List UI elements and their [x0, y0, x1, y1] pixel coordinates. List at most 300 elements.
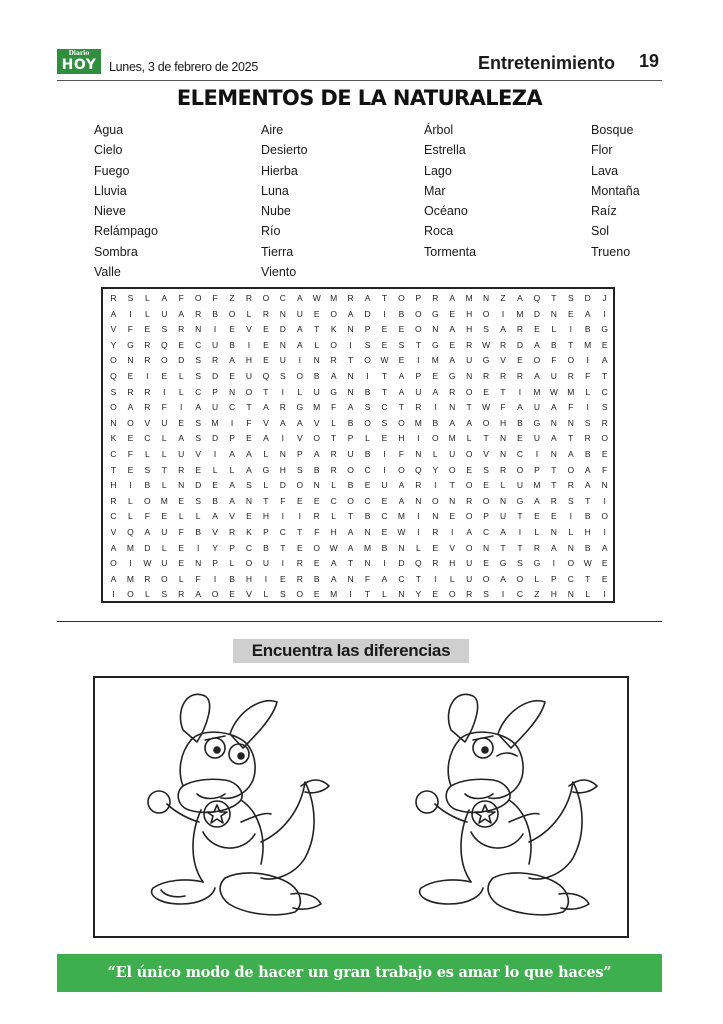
grid-letter: L	[144, 449, 150, 459]
grid-letter: T	[585, 573, 591, 584]
grid-letter: N	[279, 339, 286, 350]
grid-letter: I	[383, 449, 386, 459]
cartoon-kangaroo-left-image	[105, 682, 355, 932]
grid-letter: V	[246, 589, 252, 600]
grid-letter: L	[161, 433, 167, 444]
grid-letter: H	[245, 355, 253, 366]
word-item: Mar	[424, 183, 446, 198]
grid-letter: L	[229, 558, 235, 569]
grid-letter: L	[568, 527, 574, 537]
grid-letter: T	[331, 433, 337, 444]
grid-letter: O	[516, 573, 524, 584]
grid-letter: O	[415, 324, 422, 335]
grid-letter: R	[330, 355, 337, 366]
word-item: Lava	[591, 163, 619, 178]
grid-letter: E	[229, 589, 235, 600]
grid-letter: E	[127, 433, 134, 444]
grid-letter: C	[330, 495, 337, 506]
grid-letter: T	[398, 402, 404, 413]
grid-letter: I	[146, 371, 149, 381]
grid-letter: T	[602, 371, 608, 381]
grid-letter: E	[144, 324, 151, 335]
grid-letter: O	[516, 464, 524, 475]
grid-letter: O	[194, 293, 202, 303]
grid-letter: E	[381, 433, 388, 444]
grid-letter: U	[313, 386, 320, 397]
grid-letter: D	[178, 355, 185, 366]
grid-letter: O	[415, 308, 422, 319]
grid-letter: U	[499, 511, 507, 522]
grid-letter: Z	[500, 293, 506, 303]
grid-letter: O	[313, 542, 321, 553]
grid-letter: H	[262, 511, 269, 522]
grid-letter: S	[398, 339, 405, 350]
grid-letter: L	[551, 324, 557, 335]
grid-letter: I	[213, 324, 217, 335]
grid-letter: M	[211, 417, 219, 428]
grid-row	[105, 369, 613, 385]
grid-letter: N	[347, 386, 354, 397]
grid-letter: C	[567, 573, 574, 584]
grid-letter: E	[313, 589, 320, 600]
grid-letter: B	[263, 542, 269, 553]
grid-letter: T	[551, 293, 557, 303]
grid-letter: R	[449, 386, 456, 397]
grid-row	[105, 509, 613, 525]
grid-letter: R	[110, 495, 117, 506]
grid-letter: D	[195, 480, 202, 491]
grid-letter: B	[364, 449, 371, 459]
grid-letter: A	[601, 542, 608, 553]
grid-letter: S	[161, 324, 168, 335]
grid-letter: T	[246, 402, 252, 413]
grid-letter: H	[584, 527, 591, 537]
grid-letter: E	[601, 573, 608, 584]
grid-letter: B	[584, 511, 591, 522]
grid-letter: V	[246, 324, 252, 335]
grid-letter: S	[364, 339, 371, 350]
grid-letter: S	[381, 417, 388, 428]
grid-letter: I	[535, 449, 539, 459]
grid-letter: T	[500, 542, 506, 553]
grid-letter: H	[499, 417, 507, 428]
grid-row	[105, 400, 613, 416]
grid-letter: G	[499, 558, 507, 569]
word-item: Viento	[261, 265, 297, 280]
grid-letter: M	[397, 511, 405, 522]
grid-letter: R	[330, 449, 337, 459]
grid-letter: R	[466, 339, 473, 350]
grid-letter: S	[601, 402, 608, 413]
grid-letter: I	[180, 402, 183, 413]
grid-letter: B	[347, 480, 354, 491]
grid-letter: I	[281, 386, 285, 397]
grid-letter: A	[330, 573, 337, 584]
grid-letter: I	[298, 511, 301, 522]
grid-letter: U	[262, 558, 269, 569]
grid-letter: P	[534, 464, 540, 475]
grid-row	[105, 353, 613, 369]
grid-letter: E	[296, 495, 303, 506]
grid-letter: N	[347, 371, 354, 381]
grid-letter: R	[245, 293, 253, 303]
grid-letter: E	[161, 371, 168, 381]
grid-letter: A	[229, 495, 235, 506]
grid-letter: I	[518, 527, 522, 537]
grid-letter: O	[482, 573, 490, 584]
grid-letter: L	[365, 433, 370, 444]
grid-letter: B	[398, 308, 405, 319]
grid-letter: E	[381, 527, 388, 537]
grid-letter: E	[483, 386, 489, 397]
grid-letter: C	[364, 495, 371, 506]
grid-letter: D	[584, 293, 591, 303]
grid-letter: T	[347, 558, 354, 569]
grid-letter: U	[466, 573, 473, 584]
grid-row	[105, 291, 613, 307]
grid-letter: P	[364, 324, 371, 335]
grid-letter: E	[178, 542, 185, 553]
grid-letter: E	[517, 433, 523, 444]
grid-letter: R	[415, 402, 422, 413]
grid-row	[105, 556, 613, 572]
grid-letter: E	[364, 480, 371, 491]
grid-letter: F	[195, 573, 201, 584]
grid-letter: N	[195, 558, 202, 569]
grid-letter: G	[431, 339, 439, 350]
grid-letter: R	[110, 293, 117, 303]
grid-letter: O	[465, 542, 473, 553]
header-divider	[57, 80, 662, 81]
grid-letter: O	[567, 558, 575, 569]
grid-letter: E	[127, 464, 134, 475]
grid-letter: L	[178, 386, 184, 397]
grid-letter: A	[517, 402, 523, 413]
grid-letter: A	[398, 386, 405, 397]
grid-row	[105, 447, 613, 463]
grid-letter: E	[567, 308, 574, 319]
word-item: Estrella	[424, 143, 466, 158]
grid-letter: U	[466, 558, 473, 569]
grid-letter: A	[347, 527, 354, 537]
grid-letter: O	[313, 433, 321, 444]
grid-letter: R	[347, 293, 354, 303]
grid-letter: T	[449, 480, 455, 491]
grid-letter: O	[347, 495, 354, 506]
grid-letter: E	[432, 371, 439, 381]
grid-letter: C	[381, 402, 388, 413]
grid-letter: B	[313, 371, 320, 381]
grid-letter: E	[229, 324, 235, 335]
grid-letter: O	[127, 417, 134, 428]
grid-letter: C	[601, 386, 608, 397]
grid-letter: O	[398, 293, 405, 303]
grid-letter: G	[533, 558, 541, 569]
grid-letter: A	[229, 355, 235, 366]
grid-letter: L	[161, 480, 167, 491]
grid-letter: I	[417, 355, 420, 366]
grid-letter: C	[144, 433, 151, 444]
grid-letter: A	[517, 293, 523, 303]
grid-letter: G	[431, 308, 439, 319]
grid-letter: V	[483, 449, 489, 459]
grid-letter: B	[195, 527, 201, 537]
grid-letter: I	[298, 355, 301, 366]
grid-letter: L	[195, 511, 201, 522]
grid-letter: R	[144, 355, 151, 366]
grid-letter: A	[500, 324, 506, 335]
grid-letter: T	[110, 464, 117, 475]
grid-letter: T	[381, 386, 388, 397]
grid-letter: O	[364, 355, 371, 366]
grid-letter: L	[297, 386, 303, 397]
grid-letter: R	[330, 464, 337, 475]
grid-letter: I	[366, 371, 369, 381]
grid-letter: I	[586, 355, 589, 366]
grid-letter: O	[601, 433, 608, 444]
grid-letter: S	[296, 464, 303, 475]
grid-letter: F	[551, 355, 557, 366]
grid-letter: W	[482, 339, 491, 350]
grid-letter: E	[432, 542, 439, 553]
grid-letter: P	[229, 542, 235, 553]
grid-letter: D	[279, 324, 286, 335]
grid-letter: S	[110, 386, 117, 397]
grid-letter: I	[603, 308, 606, 319]
grid-letter: R	[516, 324, 524, 335]
grid-letter: W	[329, 542, 338, 553]
grid-letter: N	[127, 355, 134, 366]
word-item: Lago	[424, 163, 452, 178]
grid-letter: I	[129, 558, 132, 569]
grid-letter: P	[415, 293, 422, 303]
grid-letter: L	[415, 542, 421, 553]
section-title: Entretenimiento	[478, 53, 616, 73]
grid-letter: A	[534, 371, 540, 381]
grid-letter: N	[415, 495, 422, 506]
word-column	[94, 120, 158, 282]
grid-letter: T	[381, 371, 388, 381]
grid-letter: E	[381, 324, 388, 335]
grid-letter: I	[349, 589, 352, 600]
grid-letter: W	[397, 527, 406, 537]
grid-letter: O	[482, 495, 490, 506]
grid-letter: I	[163, 386, 166, 397]
grid-letter: F	[364, 573, 371, 584]
grid-letter: A	[364, 293, 371, 303]
grid-letter: O	[262, 293, 270, 303]
grid-letter: L	[382, 589, 387, 600]
grid-letter: I	[434, 480, 437, 491]
grid-letter: L	[534, 527, 540, 537]
grid-letter: D	[533, 308, 540, 319]
grid-letter: F	[568, 402, 574, 413]
grid-letter: I	[213, 449, 217, 459]
grid-letter: A	[466, 527, 472, 537]
grid-letter: L	[331, 480, 337, 491]
grid-letter: N	[550, 527, 557, 537]
grid-letter: N	[432, 324, 439, 335]
grid-letter: S	[483, 589, 489, 600]
grid-letter: S	[584, 417, 591, 428]
grid-letter: D	[516, 339, 524, 350]
grid-letter: N	[364, 558, 371, 569]
word-item: Trueno	[591, 244, 631, 259]
grid-letter: A	[584, 464, 591, 475]
grid-letter: E	[449, 511, 456, 522]
grid-letter: I	[230, 417, 234, 428]
grid-letter: E	[449, 339, 456, 350]
grid-letter: R	[466, 495, 473, 506]
grid-letter: L	[466, 433, 472, 444]
grid-letter: A	[296, 293, 303, 303]
grid-letter: G	[448, 371, 456, 381]
grid-letter: L	[212, 464, 218, 475]
grid-letter: O	[465, 449, 473, 459]
grid-letter: O	[567, 464, 575, 475]
grid-letter: R	[212, 355, 219, 366]
grid-letter: F	[127, 324, 133, 335]
grid-letter: A	[313, 449, 320, 459]
grid-letter: P	[212, 558, 218, 569]
grid-letter: U	[466, 355, 473, 366]
word-item: Árbol	[424, 123, 454, 137]
grid-letter: N	[550, 449, 557, 459]
grid-letter: E	[246, 433, 252, 444]
grid-letter: E	[398, 355, 405, 366]
grid-letter: V	[449, 542, 456, 553]
grid-letter: H	[466, 308, 473, 319]
grid-letter: R	[178, 464, 185, 475]
grid-row	[105, 338, 613, 354]
grid-letter: N	[110, 417, 117, 428]
grid-letter: N	[567, 417, 574, 428]
grid-letter: C	[381, 511, 388, 522]
grid-letter: U	[516, 480, 524, 491]
grid-letter: E	[195, 464, 201, 475]
grid-letter: F	[161, 402, 167, 413]
grid-letter: A	[296, 324, 303, 335]
grid-letter: V	[296, 433, 303, 444]
grid-letter: E	[280, 573, 286, 584]
grid-letter: R	[432, 527, 439, 537]
grid-letter: B	[584, 542, 591, 553]
grid-letter: P	[229, 433, 235, 444]
grid-letter: B	[432, 417, 439, 428]
grid-letter: S	[364, 402, 371, 413]
grid-letter: F	[585, 371, 591, 381]
grid-letter: N	[178, 480, 185, 491]
grid-letter: O	[533, 355, 541, 366]
grid-letter: C	[228, 402, 236, 413]
grid-letter: D	[398, 558, 405, 569]
grid-letter: M	[567, 386, 575, 397]
grid-letter: S	[567, 495, 574, 506]
grid-letter: L	[144, 589, 150, 600]
grid-letter: V	[229, 511, 235, 522]
grid-letter: T	[415, 573, 421, 584]
grid-letter: Q	[110, 371, 117, 381]
grid-letter: I	[417, 511, 420, 522]
grid-letter: E	[313, 558, 320, 569]
grid-letter: H	[110, 480, 117, 491]
grid-letter: E	[229, 371, 235, 381]
grid-letter: F	[331, 402, 337, 413]
grid-letter: N	[228, 386, 236, 397]
grid-letter: L	[128, 511, 133, 522]
grid-letter: G	[330, 386, 337, 397]
grid-letter: R	[313, 511, 320, 522]
grid-letter: N	[483, 293, 490, 303]
grid-letter: E	[263, 324, 269, 335]
grid-letter: A	[449, 355, 456, 366]
quote-banner: “El único modo de hacer un gran trabajo es amar lo que haces”	[57, 954, 662, 992]
grid-letter: I	[129, 308, 132, 319]
grid-letter: O	[211, 589, 219, 600]
grid-letter: U	[161, 558, 168, 569]
grid-letter: A	[296, 417, 303, 428]
grid-letter: A	[347, 542, 354, 553]
grid-letter: B	[229, 573, 235, 584]
grid-letter: A	[347, 308, 354, 319]
grid-letter: B	[381, 542, 388, 553]
grid-letter: T	[517, 542, 523, 553]
word-item: Luna	[261, 183, 289, 198]
grid-letter: I	[417, 527, 420, 537]
grid-letter: O	[296, 480, 304, 491]
grid-letter: E	[381, 339, 388, 350]
grid-letter: B	[212, 495, 218, 506]
grid-letter: L	[144, 293, 150, 303]
grid-letter: R	[228, 527, 236, 537]
grid-letter: U	[279, 355, 286, 366]
grid-letter: S	[195, 355, 201, 366]
logo-small-text: Diario	[68, 50, 90, 57]
grid-letter: F	[314, 527, 320, 537]
grid-letter: I	[383, 464, 386, 475]
grid-letter: A	[195, 589, 201, 600]
grid-letter: T	[466, 402, 472, 413]
grid-letter: T	[381, 293, 388, 303]
grid-letter: O	[110, 355, 117, 366]
grid-letter: S	[567, 293, 574, 303]
grid-letter: N	[195, 324, 202, 335]
grid-letter: R	[127, 386, 134, 397]
grid-letter: C	[483, 527, 490, 537]
grid-letter: O	[364, 417, 371, 428]
word-item: Valle	[94, 265, 121, 280]
grid-letter: K	[330, 324, 337, 335]
grid-letter: J	[602, 293, 607, 303]
grid-letter: E	[263, 355, 269, 366]
grid-letter: I	[451, 527, 454, 537]
grid-letter: R	[279, 402, 286, 413]
grid-letter: L	[331, 511, 337, 522]
grid-letter: B	[212, 308, 218, 319]
grid-letter: E	[449, 308, 456, 319]
grid-letter: I	[196, 542, 200, 553]
grid-letter: T	[517, 511, 523, 522]
letter-grid	[101, 287, 615, 603]
grid-letter: E	[178, 417, 185, 428]
grid-letter: N	[279, 308, 286, 319]
grid-letter: V	[110, 324, 117, 335]
grid-letter: H	[449, 558, 456, 569]
grid-letter: W	[312, 293, 321, 303]
grid-letter: O	[160, 355, 168, 366]
grid-row	[105, 572, 613, 588]
grid-letter: I	[603, 495, 606, 506]
